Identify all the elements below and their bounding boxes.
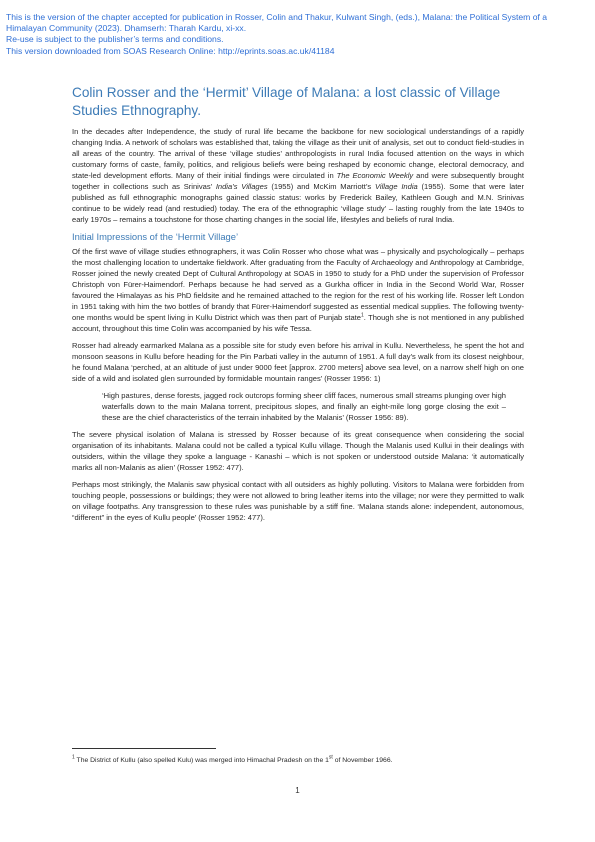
download-source-link[interactable]: This version downloaded from SOAS Research Online: http://eprints.soas.ac.uk/41184 [6, 45, 335, 56]
publication-notice [6, 12, 586, 57]
footnote-ref[interactable]: 1 [360, 312, 364, 319]
intro-paragraph: In the decades after Independence, the study of rural life became the backbone for new sociological understandings of a rapidly changing India. A network of scholars was established that, taking the village as their unit of analysis, set out to conduct field-studies in all areas of the country. The arrival of these ‘village studies’ anthropologists in rural India focused attention on the ways in which customary forms of caste, family, politics, and religious beliefs were being reshaped by economic change, electoral democracy, and state-led development efforts. Many of their initial findings were circulated in The Economic Weekly and were subsequently brought together in collections such as Srinivas’ India’s Villages (1955) and McKim Marriott’s Village India (1955). Some that were later published as full ethnographic monographs gained classic status: works by Frederick Bailey, Kathleen Gough and M.N. Srinivas continue to be widely read (and restudied) today. The era of the ethnographic ‘village study’ – lasting roughly from the late 1940s to early 1970s – remains a touchstone for those charting changes in the social life, lifestyles and beliefs of rural India. [72, 127, 524, 224]
footnote-divider [72, 748, 216, 749]
body-paragraph: The severe physical isolation of Malana is stressed by Rosser because of its great consequence when considering the social organisation of its inhabitants. Malana could not be called a typical Kullu village. Though the Malanis used Kullui in their dealings with outsiders, within the village they spoke a language - Kanashi – which is not spoken or understood outside Malana: ‘it automatically marks all non-Malanis as alien’ (Rosser 1952: 477). [72, 430, 524, 472]
book-title: Village India [375, 182, 418, 191]
footnote-number: 1 [72, 754, 75, 761]
section-heading: Initial Impressions of the ‘Hermit Village’ [72, 231, 239, 242]
book-title: India’s Villages [215, 182, 268, 191]
block-quote: ‘High pastures, dense forests, jagged rock outcrops forming sheer cliff faces, numerous small streams plunging over high waterfalls down to the main Malana torrent, precipitous slopes, and finally an eight-mile long gorge closing the exit – these are the chief characteristics of the terrain inhabited by the Malanis’ (Rosser 1956: 89). [102, 391, 506, 422]
reuse-notice: Re-use is subject to the publisher’s terms and conditions. [6, 34, 224, 45]
chapter-body [72, 84, 524, 529]
footnote: $^1$ The District of Kullu (also spelled Kulu) was merged into Himachal Pradesh on the 1st of November 1966. [72, 754, 393, 764]
chapter-title: Colin Rosser and the ‘Hermit’ Village of Malana: a lost classic of Village Studies Ethnography. [72, 85, 501, 118]
page-number: 1 [295, 786, 300, 795]
journal-title: The Economic Weekly [336, 171, 414, 180]
body-paragraph: Of the first wave of village studies ethnographers, it was Colin Rosser who chose what was – physically and psychologically – perhaps the most challenging location to undertake fieldwork. After graduating from the Faculty of Archaeology and Anthropology at Cambridge, Rosser joined the newly created Dept of Cultural Anthropology at SOAS in 1950 to study for a PhD under the supervision of Professor Christoph von Fürer-Haimendorf. Perhaps because he had served as a Gurkha officer in India in the Second World War, Rosser favoured the Himalayas as his PhD fieldsite and he remained attached to the region for the rest of his working life. Rosser left London in 1951 taking with him the two bottles of brandy that Fürer-Haimendorf suggested as essential medical supplies. The following twenty-one months would be spent living in Kullu District which was then part of Punjab state$^1$. Though she is not mentioned in any published account, throughout this time Colin was accompanied by his wife Tessa. [72, 247, 524, 333]
body-paragraph: Rosser had already earmarked Malana as a possible site for study even before his arrival in Kullu. Nevertheless, he spent the hot and monsoon seasons in Kullu before heading for the Pin Parbati valley in the autumn of 1951. A full day’s walk from its closest neighbour, he found Malana ‘perched, at an altitude of just under 9000 feet [approx. 2700 meters] above sea level, on a narrow shelf high on one side of a wild and isolated glen surrounded by formidable mountain ranges’ (Rosser 1956: 1) [72, 341, 524, 383]
body-paragraph: Perhaps most strikingly, the Malanis saw physical contact with all outsiders as highly polluting. Visitors to Malana were forbidden from touching people, possessions or buildings; they were not allowed to bring leather items into the village; nor were they permitted to walk on village footpaths. Any transgression to these rules was punishable by a stiff fine. ‘Malana stands alone: independent, autonomous, “different” in the eyes of Kullu people’ (Rosser 1952: 477). [72, 480, 524, 522]
citation-line: This is the version of the chapter accepted for publication in Rosser, Colin and Thakur, Kulwant Singh, (eds.), Malana: the Political System of a Himalayan Community (2023). Dhamserh: Tharah Kardu, xi-xx. [6, 12, 548, 34]
